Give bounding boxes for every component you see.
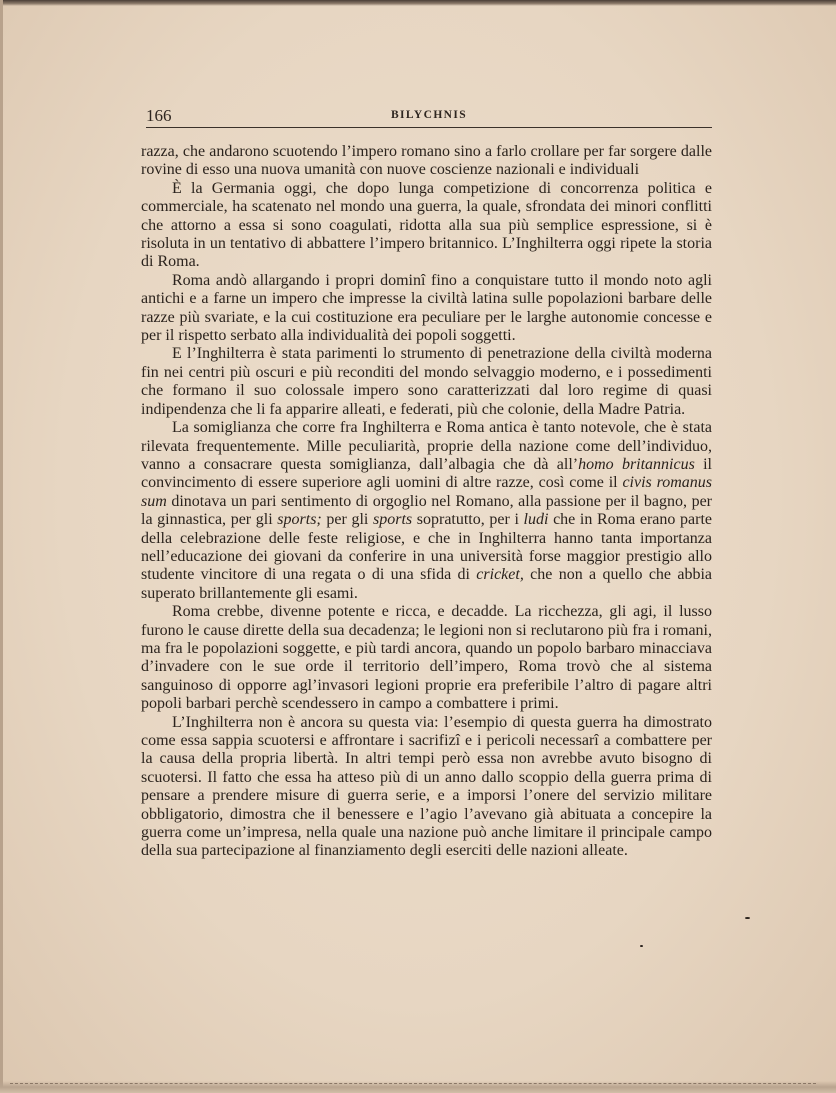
paragraph xyxy=(141,272,712,346)
italic-phrase: sports xyxy=(373,511,413,529)
page-left-edge xyxy=(0,0,3,1093)
ink-speck xyxy=(640,945,643,947)
italic-phrase: cricket, xyxy=(476,566,524,584)
text-run: E l’Inghilterra è stata parimenti lo strumento di penetrazione della civiltà moderna fin nei centri più oscuri e più reconditi del mondo selvaggio moderno, e i possedimenti che formano il suo colossale impero sono caratterizzati dal loro regime di quasi indipendenza che li fa apparire alleati, e federati, più che colonie, della Madre Patria. xyxy=(141,345,712,418)
paragraph xyxy=(141,345,712,419)
page-header xyxy=(146,104,712,126)
page-top-edge xyxy=(0,0,836,6)
text-run: razza, che andarono scuotendo l’impero romano sino a farlo crollare per far sorgere dalle rovine di esso una nuova umanità con nuove coscienze nazionali e individuali xyxy=(141,143,712,179)
italic-phrase: civis romanus sum xyxy=(141,474,713,510)
page-bottom-rule xyxy=(10,1083,816,1085)
text-run: Roma andò allargando i propri dominî fino a conquistare tutto il mondo noto agli antichi e a farne un impero che impresse la civiltà latina sulle popolazioni barbare delle razze più svariate, e la cui costituzione era peculiare per le larghe autonomie concesse e per il rispetto serbato alla individualità dei popoli soggetti. xyxy=(141,271,712,345)
text-run: che non a quello che abbia superato brillantemente gli esami. xyxy=(141,566,713,602)
text-run: che in Roma erano parte della celebrazione delle feste religiose, e che in Inghilterra hanno tanta importanza nell’educazione dei giovani da conferire in una università forse maggior prestigio allo studente vincitore di una regata o di una sfida di xyxy=(141,511,713,584)
text-run: La somiglianza che corre fra Inghilterra e Roma antica è tanto notevole, che è stata rilevata frequentemente. Mille peculiarità, proprie della nazione come dell’individuo, vanno a consacrare questa somiglianza, dall’albagia che dà all’ xyxy=(141,419,712,473)
text-run: È la Germania oggi, che dopo lunga competizione di concorrenza politica e commerciale, ha scatenato nel mondo una guerra, la quale, sfrondata dei minori conflitti che attorno a essa si sono coagulati, ridotta alla sua più semplice espressione, si è risoluta in un tentativo di abbattere l’impero britannico. L’Inghilterra oggi ripete la storia di Roma. xyxy=(141,179,712,271)
page-number: 166 xyxy=(146,106,172,125)
text-run: il convincimento di essere superiore agli uomini di altre razze, così come il xyxy=(141,455,712,492)
paragraph xyxy=(141,419,712,603)
running-head: BILYCHNIS xyxy=(390,109,468,121)
italic-phrase: sports; xyxy=(277,511,322,529)
text-run: L’Inghilterra non è ancora su questa via: l’esempio di questa guerra ha dimostrato come essa sappia scuotersi e affrontare i sacrifizî e i pericoli necessarî a combattere per la causa della propria libertà. In altri tempi però essa non avrebbe avuto bisogno di scuotersi. Il fatto che essa ha atteso più di un anno dallo scoppio della guerra prima di pensare a prendere misure di guerra serie, e a imporsi l’onere del servizio militare obbligatorio, dimostra che il benessere e l’agio l’avevano già abituata a concepire la guerra come un’impresa, nella quale una nazione può anche limitare il principale campo della sua partecipazione al finanziamento degli eserciti delle nazioni alleate. xyxy=(141,713,712,860)
paragraph xyxy=(141,714,712,861)
article-body xyxy=(141,143,712,861)
ink-speck xyxy=(745,917,750,919)
header-rule xyxy=(146,127,712,128)
text-run: dinotava un pari sentimento di orgoglio nel Romano, alla passione per il bagno, per la ginnastica, per gli xyxy=(141,492,712,529)
text-run: Roma crebbe, divenne potente e ricca, e decadde. La ricchezza, gli agi, il lusso furono le cause dirette della sua decadenza; le legioni non si reclutarono più fra i romani, ma fra le popolazioni soggette, e più tardi ancora, quando un popolo barbaro minacciava d’invadere con le sue orde il territorio dell’impero, Roma trovò che al sistema sanguinoso di opporre agl’invasori legioni proprie era preferibile l’altro di pagare altri popoli barbari perchè scendessero in campo a combattere i primi. xyxy=(141,603,712,713)
text-run: sopratutto, per i xyxy=(412,511,524,529)
text-run: per gli xyxy=(321,511,373,529)
paragraph xyxy=(141,180,712,272)
italic-phrase: ludi xyxy=(523,511,549,529)
paragraph xyxy=(141,603,712,713)
italic-phrase: homo britannicus xyxy=(578,455,695,473)
paragraph xyxy=(141,143,712,180)
